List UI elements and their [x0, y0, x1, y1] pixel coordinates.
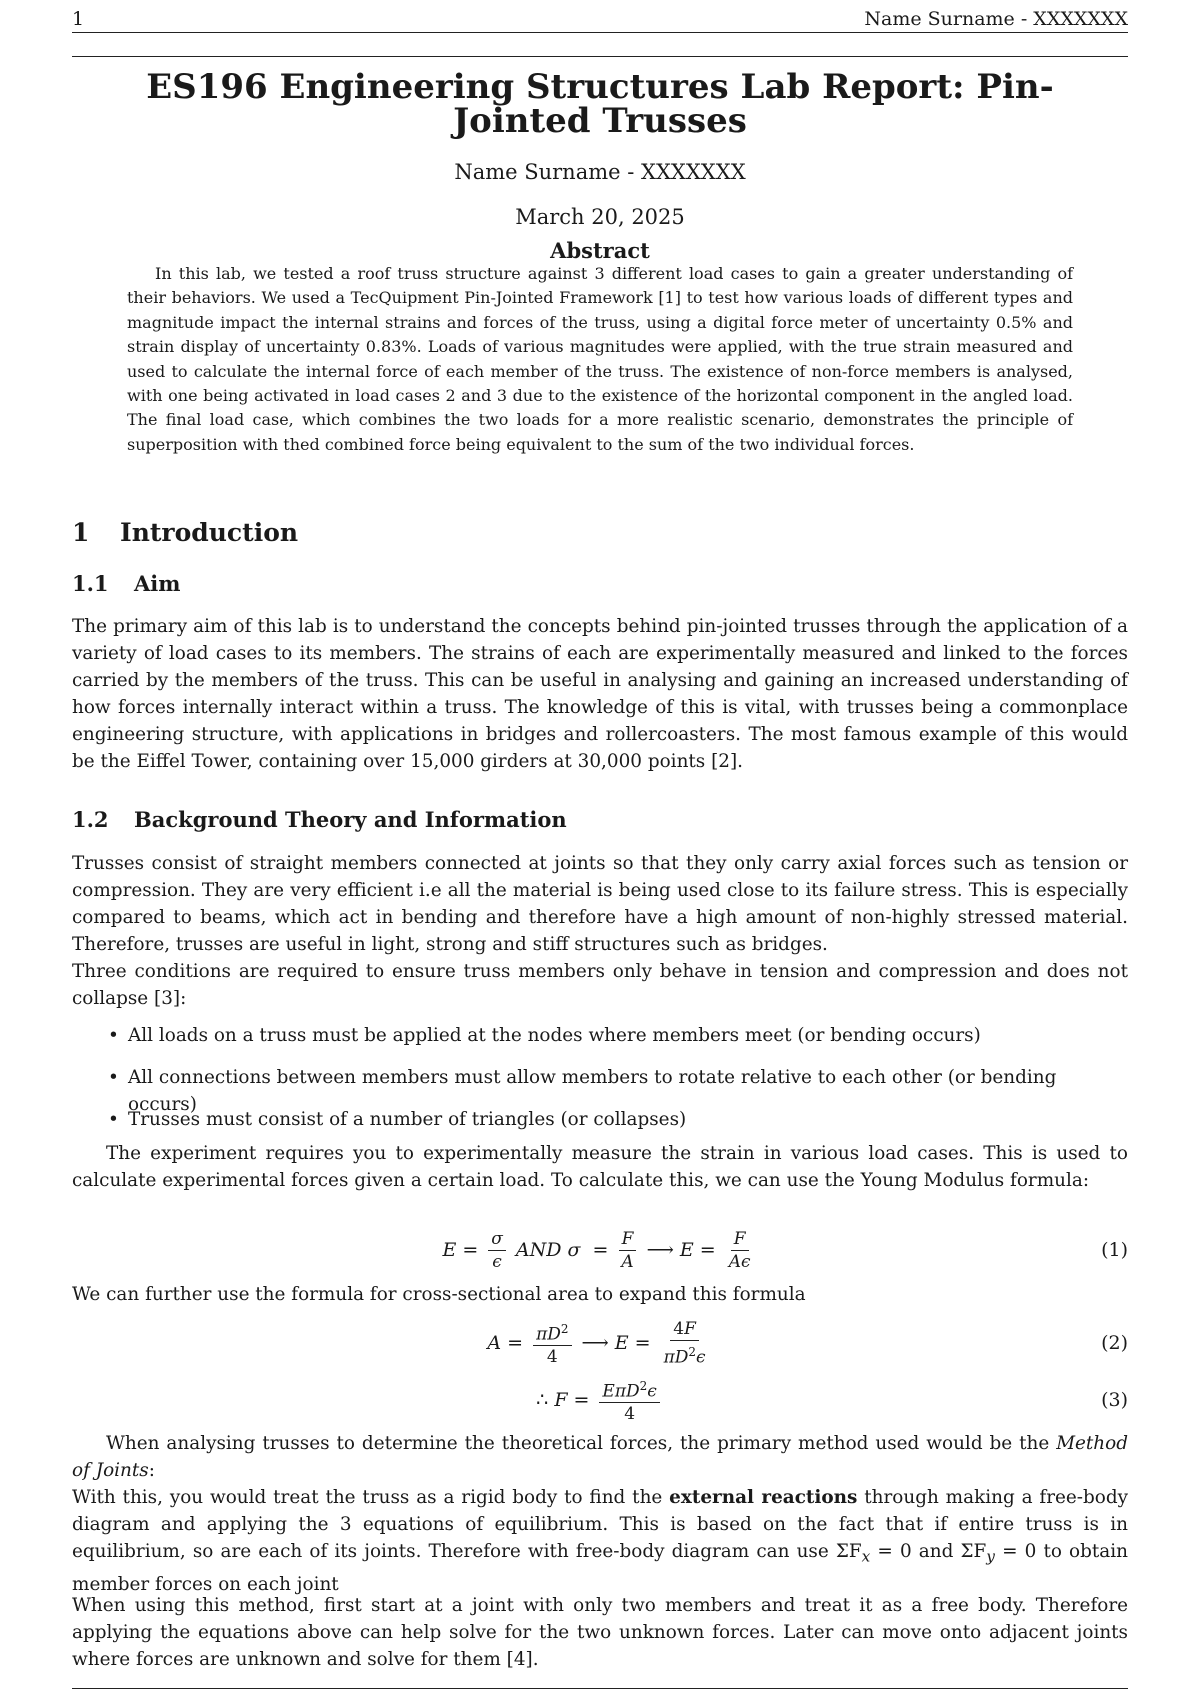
abstract-heading: Abstract — [550, 238, 650, 263]
subsection-number: 1.2 — [72, 807, 109, 832]
running-author: Name Surname - XXXXXXX — [864, 8, 1128, 30]
section-title: Introduction — [120, 518, 299, 547]
date-line: March 20, 2025 — [515, 205, 685, 229]
running-header — [72, 6, 1128, 33]
equation-number: (3) — [1101, 1389, 1128, 1411]
subsection-heading-background — [72, 807, 567, 832]
page-number: 1 — [72, 8, 85, 30]
equation-body: A = $\frac{\pi D^2}{4}$ ⟶ E = $\frac{4F}{\pi D^2\epsilon}$ — [487, 1318, 706, 1368]
list-item-text: Trusses must consist of a number of triangles (or collapses) — [128, 1109, 687, 1130]
young-modulus-intro: The experiment requires you to experimentally measure the strain in various load cases. This is used to calculate experimental forces given a certain load. To calculate this, we can use the Young Modulus formula: — [72, 1143, 1128, 1191]
author-line: Name Surname - XXXXXXX — [454, 160, 746, 184]
bullet-icon: • — [108, 1067, 119, 1088]
list-item — [72, 1064, 1128, 1115]
subscript: y — [986, 1547, 995, 1566]
list-item — [72, 1022, 1128, 1064]
subsection-heading-aim — [72, 571, 181, 596]
paragraph-text: With this, you would treat the truss as a rigid body to find the — [72, 1487, 670, 1508]
paragraph-text: = 0 and ΣF — [870, 1541, 987, 1562]
list-item-text: All connections between members must allow members to rotate relative to each other (or bending occurs) — [128, 1067, 1057, 1115]
background-paragraph-1 — [72, 850, 1128, 1012]
paragraph-text: through making a free-body diagram and applying the 3 equations of equilibrium. This is based on the fact that if entire truss is in equilibrium, so are each of its joints. Therefore with free-body diagram can use ΣF — [72, 1487, 1128, 1562]
subsection-title: Background Theory and Information — [134, 807, 567, 832]
bullet-icon: • — [108, 1025, 119, 1046]
equation-body: E = $\frac{\sigma}{\epsilon}$ AND σ = $\frac{F}{A}$ ⟶ E = $\frac{F}{A\epsilon}$ — [442, 1228, 751, 1272]
conditions-list — [72, 1022, 1128, 1148]
abstract-text: In this lab, we tested a roof truss structure against 3 different load cases to gain a greater understanding of their behaviors. We used a TecQuipment Pin-Jointed Framework [1] to test how various loads of different types and magnitude impact the internal strains and forces of the truss, using a digital force meter of uncertainty 0.5% and strain display of uncertainty 0.83%. Loads of various magnitudes were applied, with the true strain measured and used to calculate the internal force of each member of the truss. The existence of non-force members is analysed, with one being activated in load cases 2 and 3 due to the existence of the horizontal component in the angled load. The final load case, which combines the two loads for a more realistic scenario, demonstrates the principle of superposition with thed combined force being equivalent to the sum of the two individual forces. — [127, 264, 1073, 454]
subsection-title: Aim — [134, 571, 181, 596]
equation-body: ∴ F = $\frac{E\pi D^2\epsilon}{4}$ — [72, 1370, 1128, 1430]
paragraph-text: : — [148, 1460, 155, 1481]
method-of-joints-intro — [72, 1430, 1128, 1484]
equation-2 — [72, 1313, 1128, 1373]
list-item-text: All loads on a truss must be applied at the nodes where members meet (or bending occurs) — [128, 1025, 981, 1046]
joint-procedure-paragraph: When using this method, first start at a joint with only two members and treat it as a free body. Therefore applying the equations above can help solve for the two unknown forces. Later can move onto adjacent joints where forces are unknown and solve for them [4]. — [72, 1595, 1128, 1670]
document-page — [72, 0, 1128, 1700]
subscript: x — [861, 1547, 871, 1566]
equation-1 — [72, 1220, 1128, 1280]
emphasis-text: Method of Joints — [72, 1433, 1128, 1481]
paper-title: ES196 Engineering Structures Lab Report: Pin-Jointed Trusses — [146, 67, 1054, 141]
equation-number: (2) — [1101, 1332, 1128, 1354]
bullet-icon: • — [108, 1109, 119, 1130]
paragraph-text: = 0 to obtain member forces on each joint — [72, 1541, 1128, 1595]
paragraph-text: When analysing trusses to determine the theoretical forces, the primary method used would be the — [106, 1433, 1057, 1454]
area-intro: We can further use the formula for cross-sectional area to expand this formula — [72, 1284, 806, 1305]
bold-text: external reactions — [669, 1487, 858, 1508]
subsection-number: 1.1 — [72, 571, 109, 596]
equation-number: (1) — [1101, 1239, 1128, 1261]
footer-rule — [72, 1688, 1128, 1689]
aim-paragraph: The primary aim of this lab is to understand the concepts behind pin-jointed trusses through the application of a variety of load cases to its members. The strains of each are experimentally measured and linked to the forces carried by the members of the truss. This can be useful in analysing and gaining an increased understanding of how forces internally interact within a truss. The knowledge of this is vital, with trusses being a commonplace engineering structure, with applications in bridges and rollercoasters. The most famous example of this would be the Eiffel Tower, containing over 15,000 girders at 30,000 points [2]. — [72, 616, 1128, 772]
section-number: 1 — [72, 518, 90, 547]
section-heading-introduction — [72, 518, 298, 547]
paragraph-text: Trusses consist of straight members connected at joints so that they only carry axial forces such as tension or compression. They are very efficient i.e all the material is being used close to its failure stress. This is especially compared to beams, which act in bending and therefore have a high amount of non-highly stressed material. Therefore, trusses are useful in light, strong and stiff structures such as bridges. — [72, 853, 1128, 955]
method-of-joints-paragraph — [72, 1484, 1128, 1598]
paragraph-text: Three conditions are required to ensure truss members only behave in tension and compression and does not collapse [3]: — [72, 961, 1128, 1009]
equation-3 — [72, 1370, 1128, 1430]
header-rule — [72, 56, 1128, 57]
